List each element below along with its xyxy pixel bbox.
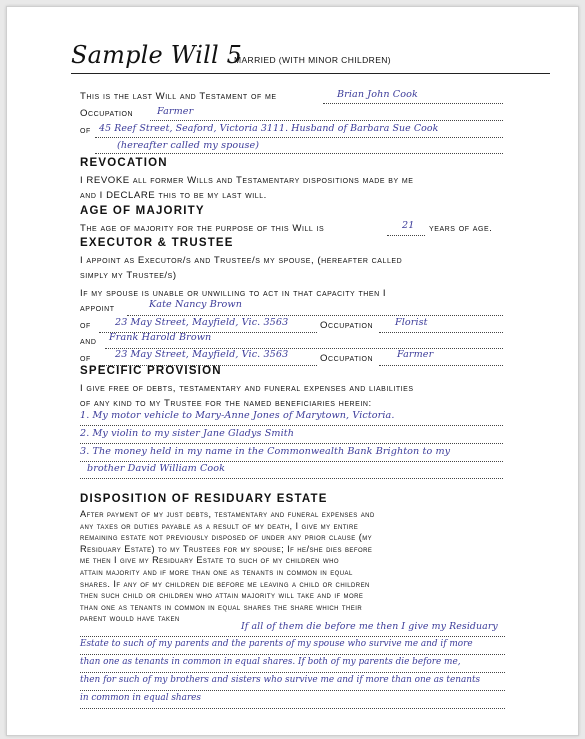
residuary-line: parent would have taken [80,613,180,624]
specific-heading: SPECIFIC PROVISION [80,365,222,377]
specific-item-2: 2. My violin to my sister Jane Gladys Smith [80,428,294,439]
majority-value-line [387,235,425,236]
residuary-hw-line-2 [80,654,505,655]
will-document-page [6,6,579,736]
address-value: 45 Reef Street, Seaford, Victoria 3111. Husband of Barbara Sue Cook [99,123,439,134]
residuary-hw-line-5 [80,708,505,709]
appointee1-address: 23 May Street, Mayfield, Vic. 3563 [115,317,289,328]
appointee1-occupation-line [379,332,503,333]
residuary-line: any taxes or duties payable as a result of my death, I give my entire [80,520,359,531]
residuary-line: then such child or children who attain majority will take and if more [80,590,364,601]
appointee1-occupation: Florist [395,317,428,328]
address-line-2 [95,153,503,154]
intro-line-label: This is the last Will and Testament of me [80,91,277,102]
residuary-hw-line-3 [80,672,505,673]
appointee1-occupation-label: Occupation [320,320,374,331]
document-title: Sample Will 5 [71,41,243,69]
appointee1-of-label: of [80,320,91,331]
address-line-1 [95,137,503,138]
appoint-label: appoint [80,303,115,314]
appointee1-line [127,315,503,316]
specific-item-3: 3. The money held in my name in the Commonwealth Bank Brighton to my [80,446,451,457]
revocation-heading: REVOCATION [80,157,168,169]
residuary-handwritten-4: then for such of my brothers and sisters who survive me and if more than one as tenants [80,675,481,685]
specific-item-3-continued: brother David William Cook [87,463,226,474]
appointee2-name: Frank Harold Brown [109,332,212,343]
occupation-label: Occupation [80,108,134,119]
residuary-handwritten-5: in common in equal shares [80,693,201,703]
address-of-label: of [80,125,91,136]
residuary-handwritten-2: Estate to such of my parents and the parents of my spouse who survive me and if more [80,639,473,649]
specific-line-1: I give free of debts, testamentary and funeral expenses and liabilities [80,383,414,394]
residuary-line: than one as tenants in common in equal shares the share which their [80,601,363,612]
document-subtitle: MARRIED (WITH MINOR CHILDREN) [234,55,392,65]
residuary-body [80,509,510,625]
appointee2-address: 23 May Street, Mayfield, Vic. 3563 [115,349,289,360]
residuary-handwritten-3: than one as tenants in common in equal shares. If both of my parents die before me, [80,657,461,667]
specific-item3-line [80,461,503,462]
residuary-hw-line-4 [80,690,505,691]
occupation-value: Farmer [157,106,194,117]
residuary-hw-line-1 [80,636,505,637]
appointee2-of-label: of [80,353,91,364]
specific-line-2: of any kind to my Trustee for the named beneficiaries herein: [80,398,372,409]
appointee2-occupation-line [379,365,503,366]
majority-suffix: years of age. [429,223,493,234]
executor-line-2: simply my Trustee/s) [80,270,177,281]
executor-line-3: If my spouse is unable or unwilling to act in that capacity then I [80,288,387,299]
testator-name-line [323,103,503,104]
testator-name: Brian John Cook [337,89,418,100]
specific-item2-line [80,443,503,444]
residuary-handwritten-1: If all of them die before me then I give my Residuary [241,621,498,632]
residuary-line: After payment of my just debts, testamentary and funeral expenses and [80,509,375,519]
residuary-line: attain majority and if more than one as tenants in common in equal [80,566,353,577]
residuary-line: shares. If any of my children die before me leaving a child or children [80,578,370,589]
majority-label: The age of majority for the purpose of this Will is [80,223,325,234]
executor-heading: EXECUTOR & TRUSTEE [80,237,234,249]
residuary-line: remaining estate not previously disposed of under any prior clause (my [80,532,373,543]
occupation-line [150,120,503,121]
specific-item-1: 1. My motor vehicle to Mary-Anne Jones of Marytown, Victoria. [80,410,395,421]
address-value-continued: (hereafter called my spouse) [117,140,260,151]
residuary-heading: DISPOSITION OF RESIDUARY ESTATE [80,493,328,505]
majority-heading: AGE OF MAJORITY [80,205,205,217]
majority-value: 21 [402,220,415,231]
revocation-line-1: I REVOKE all former Wills and Testamentary dispositions made by me [80,175,414,186]
appointee2-occupation-label: Occupation [320,353,374,364]
appointee1-name: Kate Nancy Brown [149,299,243,310]
executor-line-1: I appoint as Executor/s and Trustee/s my spouse, (hereafter called [80,255,403,266]
residuary-line: me then I give my Residuary Estate to such of my children who [80,555,339,566]
appointee2-occupation: Farmer [397,349,434,360]
residuary-line: Residuary Estate) to my Trustees for my spouse; If he/she dies before [80,543,373,554]
and-label: and [80,336,97,347]
revocation-line-2: and I DECLARE this to be my last will. [80,190,267,201]
specific-item3-cont-line [80,478,503,479]
title-divider [71,73,550,74]
specific-item1-line [80,425,503,426]
